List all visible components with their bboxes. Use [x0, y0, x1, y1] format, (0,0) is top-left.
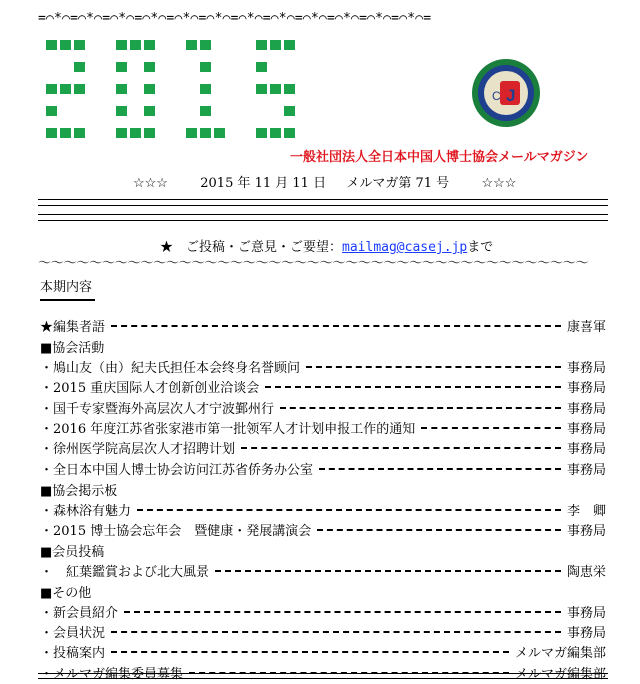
- toc-entry[interactable]: [40, 417, 606, 437]
- divider: [38, 214, 608, 221]
- section-heading: ■協会活動: [40, 341, 105, 356]
- toc-entry-title: ・2015 重庆国际人才创新创业洽谈会: [40, 380, 260, 396]
- leader-dashes: [215, 570, 561, 572]
- leader-dashes: [241, 447, 561, 449]
- leader-dashes: [137, 509, 561, 511]
- toc-entry-title: ・2016 年度江苏省张家港市第一批领军人才计划申报工作的通知: [40, 421, 416, 437]
- toc-entry[interactable]: [40, 662, 606, 682]
- toc-entry-title: ・ 紅葉鑑賞および北大風景: [40, 564, 210, 580]
- leader-dashes: [111, 651, 509, 653]
- issue-number: メルマガ第 71 号: [346, 176, 450, 191]
- toc-entry-author: 事務局: [566, 401, 606, 417]
- association-logo: [470, 57, 542, 129]
- toc-title: 本期内容: [40, 280, 93, 295]
- leader-dashes: [306, 366, 561, 368]
- organization-title: 一般社団法人全日本中国人博士協会メールマガジン: [290, 150, 589, 165]
- toc-entry[interactable]: [40, 437, 606, 457]
- section-heading: ■その他: [40, 586, 92, 601]
- toc-entry-author: 事務局: [566, 523, 606, 539]
- leader-dashes: [280, 407, 561, 409]
- leader-dashes: [111, 631, 561, 633]
- toc-entry[interactable]: [40, 601, 606, 621]
- header-decoration: =⌒*⌒=⌒*⌒=⌒*⌒=⌒*⌒=⌒*⌒=⌒*⌒=⌒*⌒=⌒*⌒=⌒*⌒=⌒*⌒=⌒*⌒=⌒*⌒=: [38, 11, 432, 26]
- section-heading: ■協会掲示板: [40, 484, 118, 499]
- leader-dashes: [111, 325, 561, 327]
- toc-entry[interactable]: [40, 458, 606, 478]
- toc-title-underline: [40, 299, 95, 301]
- divider: [38, 199, 608, 206]
- toc-entry[interactable]: [40, 519, 606, 539]
- toc-entry-title: ・鳩山友（由）紀夫氏担任本会终身名誉顾问: [40, 360, 301, 376]
- toc-entry[interactable]: [40, 376, 606, 396]
- stars-right: ☆☆☆: [481, 176, 517, 191]
- toc-entry-title: ・会員状況: [40, 625, 106, 641]
- year-pixel-art: [46, 40, 306, 140]
- toc-entry-title: ・森林浴有魅力: [40, 503, 132, 519]
- toc-entry-author: 事務局: [566, 380, 606, 396]
- stars-left: ☆☆☆: [133, 176, 168, 191]
- issue-date: 2015 年 11 月 11 日: [200, 176, 327, 191]
- toc-entry-title: ★編集者語: [40, 319, 106, 335]
- toc-entry[interactable]: [40, 499, 606, 519]
- toc-entry-author: メルマガ編集部: [514, 666, 606, 682]
- email-link[interactable]: mailmag@casej.jp: [342, 240, 468, 255]
- toc-entry-author: メルマガ編集部: [514, 645, 606, 661]
- leader-dashes: [124, 611, 561, 613]
- issue-line: [133, 172, 516, 191]
- toc-entry-author: 陶恵栄: [566, 564, 606, 580]
- toc-entry-title: ・メルマガ編集委員募集: [40, 666, 184, 682]
- tilde-divider: ～～～～～～～～～～～～～～～～～～～～～～～～～～～～～～～～～～～～～～～～～～～: [38, 256, 589, 271]
- toc-entry-author: 事務局: [566, 625, 606, 641]
- toc-entry-title: ・国千专家暨海外高层次人才宁波鄞州行: [40, 401, 275, 417]
- toc-entry[interactable]: [40, 315, 606, 335]
- contact-suffix: まで: [467, 240, 494, 255]
- leader-dashes: [265, 386, 561, 388]
- toc-entry-author: 康喜軍: [566, 319, 606, 335]
- contact-prefix: ★ ご投稿・ご意見・ご要望：: [160, 240, 343, 255]
- toc-entry-title: ・新会員紹介: [40, 605, 119, 621]
- leader-dashes: [317, 529, 561, 531]
- toc-entry-title: ・徐州医学院高层次人才招聘计划: [40, 441, 236, 457]
- toc-entry-author: 事務局: [566, 421, 606, 437]
- toc-entry-title: ・全日本中国人博士协会访问江苏省侨务办公室: [40, 462, 314, 478]
- bottom-divider: [38, 673, 608, 679]
- toc-entry-author: 事務局: [566, 360, 606, 376]
- svg-text:J: J: [506, 86, 516, 105]
- toc-entry-author: 李 卿: [566, 503, 606, 519]
- leader-dashes: [319, 468, 561, 470]
- toc-entry-author: 事務局: [566, 441, 606, 457]
- toc-entry[interactable]: [40, 397, 606, 417]
- leader-dashes: [421, 427, 561, 429]
- toc-entry-author: 事務局: [566, 462, 606, 478]
- toc-entry-author: 事務局: [566, 605, 606, 621]
- toc-entry[interactable]: [40, 560, 606, 580]
- section-heading: ■会员投稿: [40, 545, 105, 560]
- toc-entry[interactable]: [40, 621, 606, 641]
- toc-entry[interactable]: [40, 641, 606, 661]
- toc-entry-title: ・2015 博士協会忘年会 暨健康・発展講演会: [40, 523, 312, 539]
- toc-entry[interactable]: [40, 356, 606, 376]
- toc-entry-title: ・投稿案内: [40, 645, 106, 661]
- svg-text:C: C: [492, 89, 501, 103]
